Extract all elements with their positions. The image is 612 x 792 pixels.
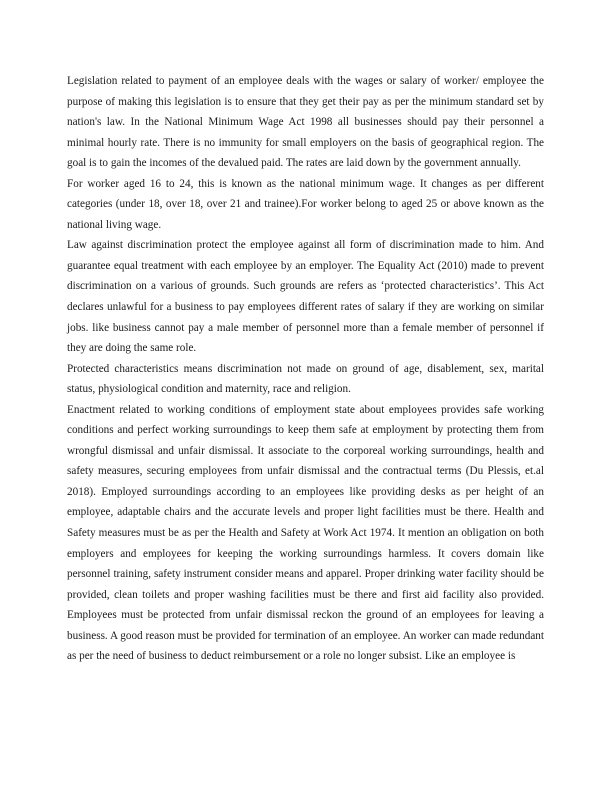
paragraph-protected-characteristics: Protected characteristics means discrimination not made on ground of age, disablement, sex, marital status, physiological condition and maternity, race and religion. xyxy=(67,362,544,396)
paragraph-working-conditions: Enactment related to working conditions of employment state about employees provides safe working conditions and perfect working surroundings to keep them safe at employment by protecting them from wrongful dismissal and unfair dismissal. It associate to the corporeal working surroundings, health and safety measures, securing employees from unfair dismissal and the contractual terms (Du Plessis, et.al 2018). Employed surroundings according to an employees like providing desks as per height of an employee, adaptable chairs and the accurate levels and proper light facilities must be there. Health and Safety measures must be as per the Health and Safety at Work Act 1974. It mention an obligation on both employers and employees for keeping the working surroundings harmless. It covers domain like personnel training, safety instrument consider means and apparel. Proper drinking water facility should be provided, clean toilets and proper washing facilities must be there and first aid facility also provided. Employees must be protected from unfair dismissal reckon the ground of an employees for leaving a business. A good reason must be provided for termination of an employee. An worker can made redundant as per the need of business to deduct reimbursement or a role no longer subsist. Like an employee is xyxy=(67,403,544,663)
paragraph-discrimination-law: Law against discrimination protect the employee against all form of discrimination made to him. And guarantee equal treatment with each employee by an employer. The Equality Act (2010) made to prevent discrimination on a various of grounds. Such grounds are refers as ‘protected characteristics’. This Act declares unlawful for a business to pay employees different rates of salary if they are working on similar jobs. like business cannot pay a male member of personnel more than a female member of personnel if they are doing the same role. xyxy=(67,239,544,355)
document-body xyxy=(67,71,544,667)
paragraph-minimum-wage-ages: For worker aged 16 to 24, this is known as the national minimum wage. It changes as per different categories (under 18, over 18, over 21 and trainee).For worker belong to aged 25 or above known as the national living wage. xyxy=(67,177,544,231)
paragraph-payment-legislation: Legislation related to payment of an employee deals with the wages or salary of worker/ employee the purpose of making this legislation is to ensure that they get their pay as per the minimum standard set by nation's law. In the National Minimum Wage Act 1998 all businesses should pay their personnel a minimal hourly rate. There is no immunity for small employers on the basis of geographical region. The goal is to gain the incomes of the devalued paid. The rates are laid down by the government annually. xyxy=(67,75,544,170)
